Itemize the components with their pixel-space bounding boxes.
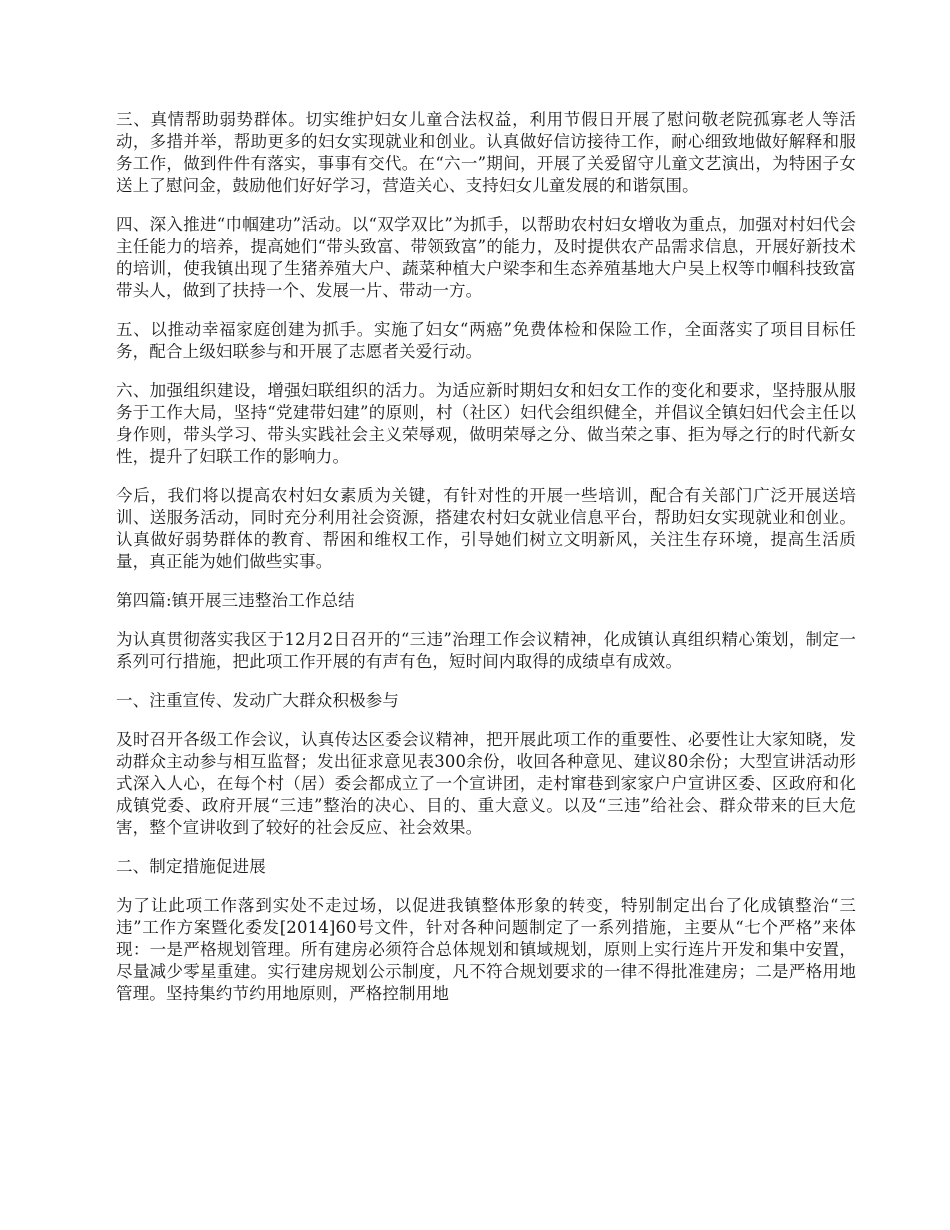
paragraph-section-four: 四、深入推进“巾帼建功”活动。以“双学双比”为抓手，以帮助农村妇女增收为重点，加强对村妇代会主任能力的培养，提高她们“带头致富、带领致富”的能力，及时提供农产品需求信息，开展好新技术的培训，使我镇出现了生猪养殖大户、蔬菜种植大户梁李和生态养殖基地大户吴上权等巾帼科技致富带头人，做到了扶持一个、发展一片、带动一方。 (116, 215, 856, 300)
paragraph-section-three: 三、真情帮助弱势群体。切实维护妇女儿童合法权益，利用节假日开展了慰问敬老院孤寡老人等活动，多措并举，帮助更多的妇女实现就业和创业。认真做好信访接待工作，耐心细致地做好解释和服务工作，做到件件有落实，事事有交代。在“六一”期间，开展了关爱留守儿童文艺演出，为特困子女送上了慰问金，鼓励他们好好学习，营造关心、支持妇女儿童发展的和谐氛围。 (116, 110, 856, 195)
paragraph-publicity: 及时召开各级工作会议，认真传达区委会议精神，把开展此项工作的重要性、必要性让大家知晓，发动群众主动参与相互监督；发出征求意见表300余份，收回各种意见、建议80余份；大型宣讲活动形式深入人心，在每个村（居）委会都成立了一个宣讲团，走村窜巷到家家户户宣讲区委、区政府和化成镇党委、政府开展“三违”整治的决心、目的、重大意义。以及“三违”给社会、群众带来的巨大危害，整个宣讲收到了较好的社会反应、社会效果。 (116, 730, 856, 837)
paragraph-section-five: 五、以推动幸福家庭创建为抓手。实施了妇女“两癌”免费体检和保险工作，全面落实了项目目标任务，配合上级妇联参与和开展了志愿者关爱行动。 (116, 320, 856, 361)
chapter-heading: 第四篇:镇开展三违整治工作总结 (116, 591, 355, 610)
paragraph-future-plans: 今后，我们将以提高农村妇女素质为关键，有针对性的开展一些培训，配合有关部门广泛开展送培训、送服务活动，同时充分利用社会资源，搭建农村妇女就业信息平台，帮助妇女实现就业和创业。认真做好弱势群体的教育、帮困和维权工作，引导她们树立文明新风，关注生存环境，提高生活质量，真正能为她们做些实事。 (116, 486, 856, 571)
document-body (116, 109, 856, 1022)
paragraph-measures: 为了让此项工作落到实处不走过场，以促进我镇整体形象的转变，特别制定出台了化成镇整治“三违”工作方案暨化委发[2014]60号文件，针对各种问题制定了一系列措施，主要从“七个严格”来体现：一是严格规划管理。所有建房必须符合总体规划和镇域规划，原则上实行连片开发和集中安置，尽量减少零星重建。实行建房规划公示制度，凡不符合规划要求的一律不得批准建房；二是严格用地管理。坚持集约节约用地原则，严格控制用地 (116, 896, 856, 1003)
section-heading-one: 一、注重宣传、发动广大群众积极参与 (116, 691, 400, 710)
paragraph-section-six: 六、加强组织建设，增强妇联组织的活力。为适应新时期妇女和妇女工作的变化和要求，坚持服从服务于工作大局，坚持“党建带妇建”的原则，村（社区）妇代会组织健全，并倡议全镇妇妇代会主任以身作则，带头学习、带头实践社会主义荣辱观，做明荣辱之分、做当荣之事、拒为辱之行的时代新女性，提升了妇联工作的影响力。 (116, 381, 856, 466)
paragraph-intro: 为认真贯彻落实我区于12月2日召开的“三违”治理工作会议精神，化成镇认真组织精心策划，制定一系列可行措施，把此项工作开展的有声有色，短时间内取得的成绩卓有成效。 (116, 630, 856, 671)
section-heading-two: 二、制定措施促进展 (116, 857, 266, 876)
